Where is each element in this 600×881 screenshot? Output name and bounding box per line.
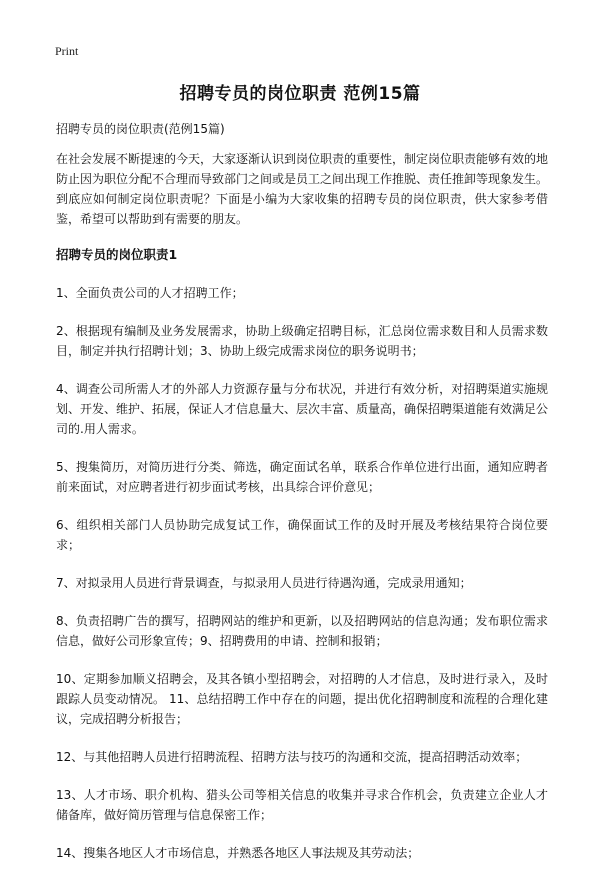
duty-item: 7、对拟录用人员进行背景调查，与拟录用人员进行待遇沟通，完成录用通知； <box>56 576 472 590</box>
duty-item: 13、人才市场、职介机构、猎头公司等相关信息的收集并寻求合作机会，负责建立企业人才储备库，做好简历管理与信息保密工作； <box>56 788 548 822</box>
duty-item: 6、组织相关部门人员协助完成复试工作，确保面试工作的及时开展及考核结果符合岗位要求； <box>56 518 548 552</box>
duty-item: 5、搜集简历，对简历进行分类、筛选，确定面试名单，联系合作单位进行出面，通知应聘者前来面试，对应聘者进行初步面试考核，出具综合评价意见； <box>56 460 548 494</box>
section-heading: 招聘专员的岗位职责1 <box>56 247 178 262</box>
document-title: 招聘专员的岗位职责 范例15篇 <box>179 84 421 104</box>
duty-item: 10、定期参加顺义招聘会，及其各镇小型招聘会，对招聘的人才信息，及时进行录入，及时跟踪人员变动情况。 11、总结招聘工作中存在的问题，提出优化招聘制度和流程的合理化建议，完成招聘分析报告； <box>56 672 548 726</box>
duty-item: 12、与其他招聘人员进行招聘流程、招聘方法与技巧的沟通和交流，提高招聘活动效率； <box>56 750 528 764</box>
document-body <box>56 149 548 881</box>
duty-item: 1、全面负责公司的人才招聘工作； <box>56 286 244 300</box>
duty-item: 4、调查公司所需人才的外部人力资源存量与分布状况，并进行有效分析，对招聘渠道实施规划、开发、维护、拓展，保证人才信息量大、层次丰富、质量高，确保招聘渠道能有效满足公司的.用人需求。 <box>56 382 549 436</box>
intro-paragraph: 在社会发展不断提速的今天，大家逐渐认识到岗位职责的重要性，制定岗位职责能够有效的地防止因为职位分配不合理而导致部门之间或是员工之间出现工作推脱、责任推卸等现象发生。到底应如何制定岗位职责呢？下面是小编为大家收集的招聘专员的岗位职责，供大家参考借鉴，希望可以帮助到有需要的朋友。 <box>56 152 549 226</box>
duty-item: 2、根据现有编制及业务发展需求，协助上级确定招聘目标，汇总岗位需求数目和人员需求数目，制定并执行招聘计划；3、协助上级完成需求岗位的职务说明书； <box>56 324 548 358</box>
document-subtitle: 招聘专员的岗位职责(范例15篇) <box>56 122 225 136</box>
print-label: Print <box>55 44 79 58</box>
duty-item: 8、负责招聘广告的撰写，招聘网站的维护和更新，以及招聘网站的信息沟通；发布职位需求信息，做好公司形象宣传；9、招聘费用的申请、控制和报销； <box>56 614 548 648</box>
duty-item: 14、搜集各地区人才市场信息，并熟悉各地区人事法规及其劳动法； <box>56 846 420 860</box>
